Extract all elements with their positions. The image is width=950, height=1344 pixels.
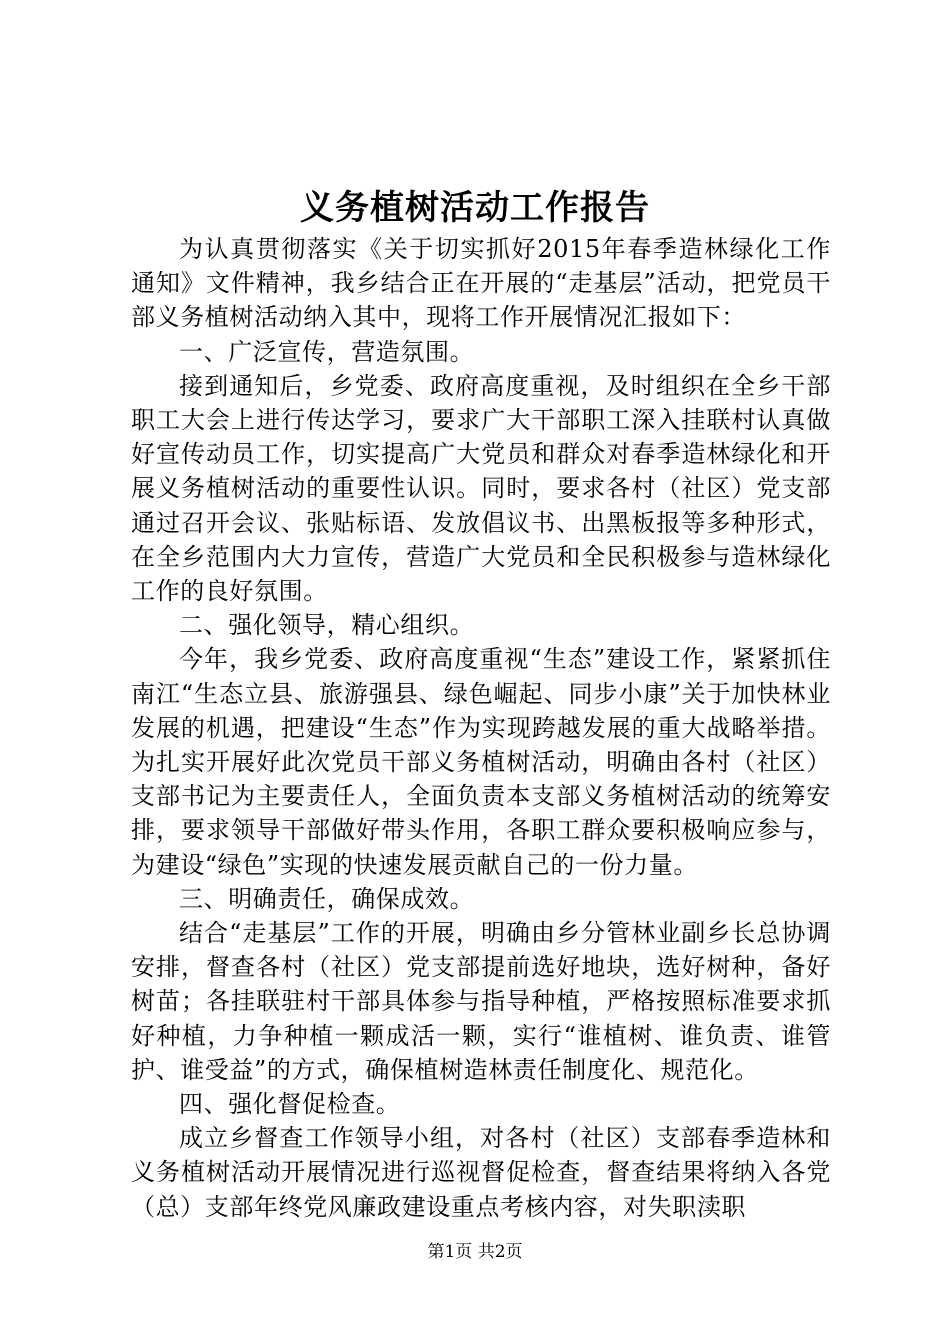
- paragraph-section-4: 成立乡督查工作领导小组，对各村（社区）支部春季造林和义务植树活动开展情况进行巡视督促检查，督查结果将纳入各党（总）支部年终党风廉政建设重点考核内容，对失职渎职: [131, 1124, 831, 1221]
- document-title: 义务植树活动工作报告: [300, 188, 650, 228]
- document-body: [131, 232, 831, 1224]
- section-heading-1: 一、广泛宣传，营造氛围。: [179, 337, 475, 366]
- page-indicator: 第1页 共2页: [427, 1242, 523, 1262]
- section-heading-2: 二、强化领导，精心组织。: [179, 611, 475, 640]
- paragraph-intro: 为认真贯彻落实《关于切实抓好2015年春季造林绿化工作通知》文件精神，我乡结合正在开展的“走基层”活动，把党员干部义务植树活动纳入其中，现将工作开展情况汇报如下：: [131, 235, 831, 332]
- section-heading-4: 四、强化督促检查。: [179, 1090, 401, 1119]
- paragraph-section-3: 结合“走基层”工作的开展，明确由乡分管林业副乡长总协调安排，督查各村（社区）党支部提前选好地块，选好树种，备好树苗；各挂联驻村干部具体参与指导种植，严格按照标准要求抓好种植，力争种植一颗成活一颗，实行“谁植树、谁负责、谁管护、谁受益”的方式，确保植树造林责任制度化、规范化。: [131, 919, 831, 1084]
- paragraph-section-2: 今年，我乡党委、政府高度重视“生态”建设工作，紧紧抓住南江“生态立县、旅游强县、绿色崛起、同步小康”关于加快林业发展的机遇，把建设“生态”作为实现跨越发展的重大战略举措。为扎实开展好此次党员干部义务植树活动，明确由各村（社区）支部书记为主要责任人，全面负责本支部义务植树活动的统筹安排，要求领导干部做好带头作用，各职工群众要积极响应参与，为建设“绿色”实现的快速发展贡献自己的一份力量。: [131, 645, 831, 879]
- paragraph-section-1: 接到通知后，乡党委、政府高度重视，及时组织在全乡干部职工大会上进行传达学习，要求广大干部职工深入挂联村认真做好宣传动员工作，切实提高广大党员和群众对春季造林绿化和开展义务植树活动的重要性认识。同时，要求各村（社区）党支部通过召开会议、张贴标语、发放倡议书、出黑板报等多种形式，在全乡范围内大力宣传，营造广大党员和全民积极参与造林绿化工作的良好氛围。: [131, 371, 831, 606]
- section-heading-3: 三、明确责任，确保成效。: [179, 884, 475, 913]
